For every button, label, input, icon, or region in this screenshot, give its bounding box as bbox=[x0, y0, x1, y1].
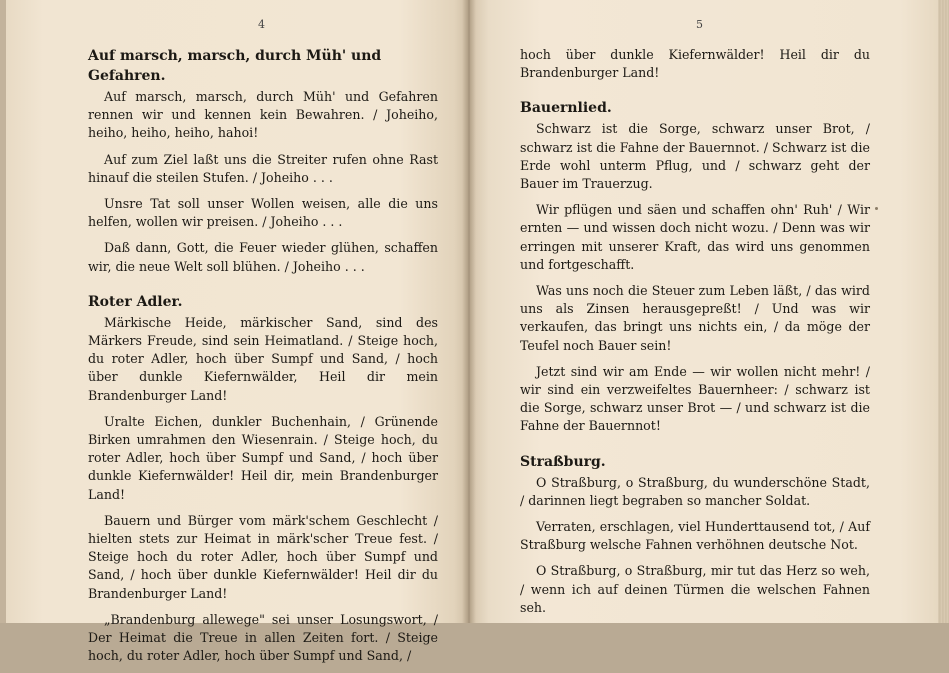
paper-speck bbox=[875, 207, 878, 210]
book-gutter bbox=[462, 0, 476, 623]
verse: Was uns noch die Steuer zum Leben läßt, / das wird uns als Zinsen herausgepreßt! / Und was wir verkaufen, das bringt uns nichts ein, / da möge der Teufel noch Bauer sein! bbox=[520, 283, 870, 353]
left-page-text bbox=[88, 46, 438, 673]
right-page bbox=[470, 0, 938, 623]
verse: Verraten, erschlagen, viel Hunderttausend tot, / Auf Straßburg welsche Fahnen verhöhnen deutsche Not. bbox=[520, 519, 870, 553]
right-page-text bbox=[520, 46, 870, 625]
page-edges bbox=[938, 0, 949, 623]
left-page bbox=[6, 0, 468, 664]
verse: Auf marsch, marsch, durch Müh' und Gefahren rennen wir und kennen kein Bewahren. / Joheiho, heiho, heiho, heiho, hahoi! bbox=[88, 89, 438, 141]
verse: Auf zum Ziel laßt uns die Streiter rufen ohne Rast hinauf die steilen Stufen. / Joheiho . . . bbox=[88, 151, 438, 185]
song-title: Auf marsch, marsch, durch Müh' und Gefahren. bbox=[88, 48, 382, 84]
page-number: 4 bbox=[258, 18, 265, 31]
verse: Uralte Eichen, dunkler Buchenhain, / Grünende Birken umrahmen den Wiesenrain. / Steige hoch, du roter Adler, hoch über Sumpf und Sand, / hoch über dunkle Kiefernwälder! Heil dir, mein Brandenburger Land! bbox=[88, 413, 438, 502]
verse-continuation: hoch über dunkle Kiefernwälder! Heil dir du Brandenburger Land! bbox=[520, 47, 870, 81]
verse: Märkische Heide, märkischer Sand, sind des Märkers Freude, sind sein Heimatland. / Steige hoch, du roter Adler, hoch über Sumpf und Sand, / hoch über dunkle Kiefernwälder, Heil dir mein Brandenburger Land! bbox=[88, 314, 438, 403]
verse: Bauern und Bürger vom märk'schem Geschlecht / hielten stets zur Heimat in märk'scher Treue fest. / Steige hoch du roter Adler, hoch über Sumpf und Sand, / hoch über dunkle Kiefernwälder! Heil dir du Brandenburger Land! bbox=[88, 512, 438, 601]
verse: O Straßburg, o Straßburg, du wunderschöne Stadt, / darinnen liegt begraben so mancher Soldat. bbox=[520, 474, 870, 508]
verse: Wir pflügen und säen und schaffen ohn' Ruh' / Wir ernten — und wissen doch nicht wozu. / Denn was wir erringen mit unserer Kraft, das wird uns genommen und fortgeschafft. bbox=[520, 202, 870, 272]
verse: Daß dann, Gott, die Feuer wieder glühen, schaffen wir, die neue Welt soll blühen. / Joheiho . . . bbox=[88, 240, 438, 274]
song-title: Straßburg. bbox=[520, 453, 606, 470]
verse: Unsre Tat soll unser Wollen weisen, alle die uns helfen, wollen wir preisen. / Joheiho . . . bbox=[88, 196, 438, 230]
verse: „Brandenburg allewege" sei unser Losungswort, / Der Heimat die Treue in allen Zeiten fort. / Steige hoch, du roter Adler, hoch über Sumpf und Sand, / bbox=[88, 611, 438, 664]
verse: Schwarz ist die Sorge, schwarz unser Brot, / schwarz ist die Fahne der Bauernnot. / Schwarz ist die Erde wohl unterm Pflug, und / schwarz geht der Bauer im Trauerzug. bbox=[520, 121, 870, 192]
verse: O Straßburg, o Straßburg, mir tut das Herz so weh, / wenn ich auf deinen Türmen die welschen Fahnen seh. bbox=[520, 563, 870, 615]
song-title: Bauernlied. bbox=[520, 100, 612, 117]
page-number: 5 bbox=[696, 18, 703, 31]
verse: Jetzt sind wir am Ende — wir wollen nicht mehr! / wir sind ein verzweifeltes Bauernheer: / schwarz ist die Sorge, schwarz unser Brot — / und schwarz ist die Fahne der Bauernnot! bbox=[520, 363, 870, 434]
song-title: Roter Adler. bbox=[88, 293, 183, 310]
